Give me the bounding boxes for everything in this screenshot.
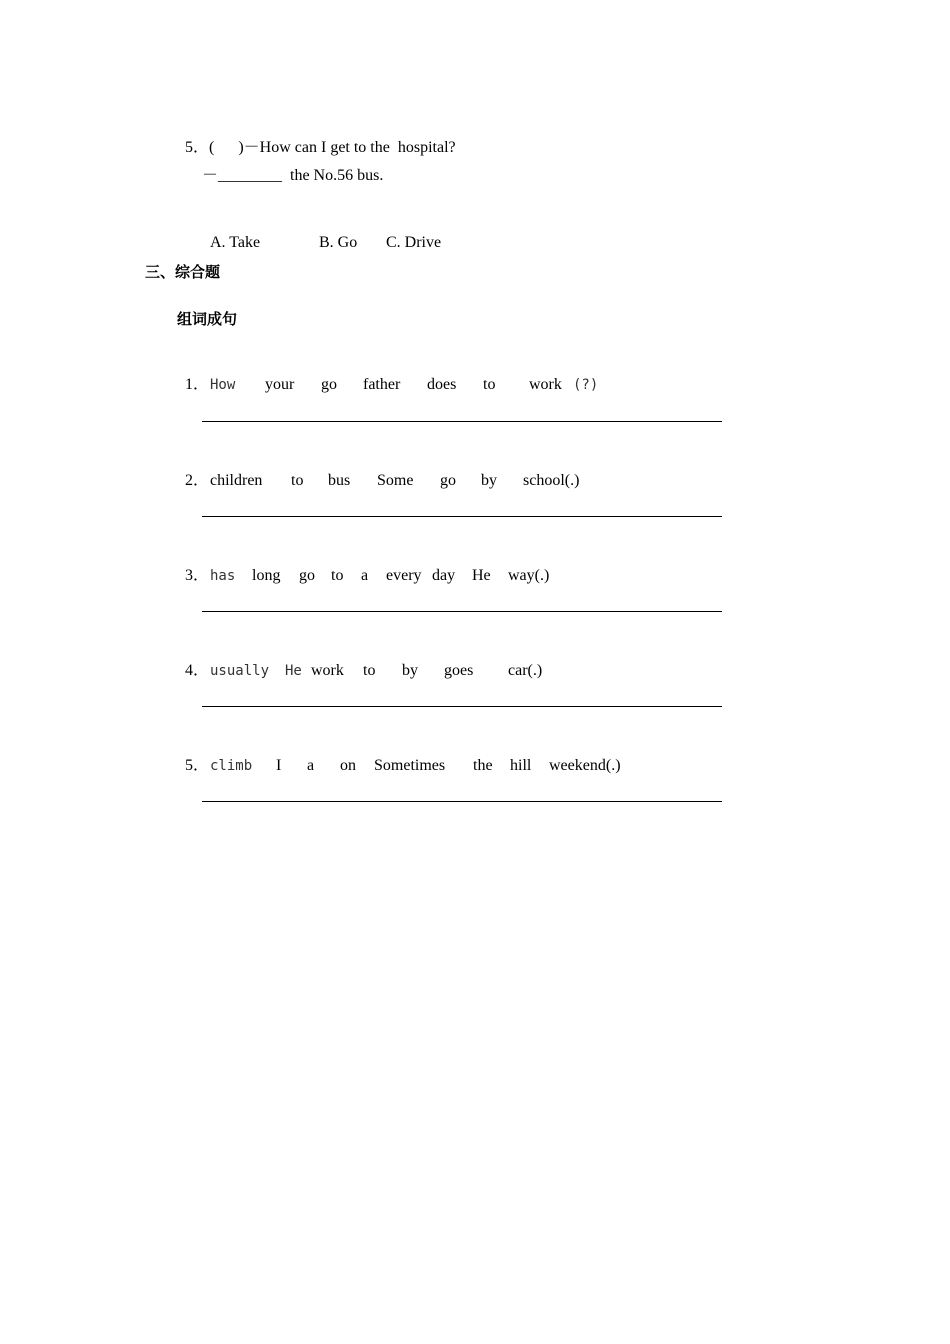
word: usually	[210, 663, 270, 679]
sentence-item-3	[177, 546, 549, 586]
answer-bracket: ( )	[209, 139, 244, 156]
option-c: C. Drive	[386, 234, 442, 251]
option-a: A. Take	[210, 234, 261, 251]
word: the	[473, 757, 493, 774]
question-5-options	[202, 213, 441, 253]
sentence-item-2	[177, 451, 579, 491]
question-5-answer-line: －________ the No.56 bus.	[202, 167, 384, 184]
word: hill	[510, 757, 532, 774]
word: by	[481, 472, 497, 489]
answer-line-1[interactable]	[202, 421, 722, 422]
answer-line-4[interactable]	[202, 706, 722, 707]
question-prompt: －How can I get to the hospital?	[243, 139, 456, 156]
word: go	[440, 472, 456, 489]
answer-line-5[interactable]	[202, 801, 722, 802]
answer-line-2[interactable]	[202, 516, 722, 517]
word: on	[340, 757, 356, 774]
sentence-item-4	[177, 641, 542, 681]
item-number: 1．	[185, 376, 210, 393]
word: to	[483, 376, 496, 393]
option-b: B. Go	[319, 234, 358, 251]
word: to	[331, 567, 344, 584]
question-5	[177, 118, 456, 158]
question-number: 5．	[185, 139, 210, 156]
sentence-item-1	[177, 355, 598, 395]
word: a	[361, 567, 369, 584]
word: school(.)	[523, 472, 580, 489]
word: way(.)	[508, 567, 550, 584]
word: (?)	[573, 377, 599, 393]
word: does	[427, 376, 457, 393]
word: goes	[444, 662, 474, 679]
word: go	[321, 376, 337, 393]
word: work	[311, 662, 344, 679]
word: to	[363, 662, 376, 679]
word: climb	[210, 758, 253, 774]
answer-line-3[interactable]	[202, 611, 722, 612]
word: go	[299, 567, 315, 584]
word: I	[276, 757, 282, 774]
word: a	[307, 757, 315, 774]
word: long	[252, 567, 281, 584]
word: bus	[328, 472, 351, 489]
word: by	[402, 662, 418, 679]
word: He	[285, 663, 302, 679]
item-number: 4．	[185, 662, 210, 679]
item-number: 3．	[185, 567, 210, 584]
sentence-item-5	[177, 736, 621, 776]
word: Some	[377, 472, 414, 489]
word: children	[210, 472, 263, 489]
section-title: 三、综合题	[145, 263, 221, 281]
word: Sometimes	[374, 757, 446, 774]
word: day	[432, 567, 456, 584]
word: every	[386, 567, 422, 584]
item-number: 2．	[185, 472, 210, 489]
word: your	[265, 376, 295, 393]
word: father	[363, 376, 401, 393]
word: has	[210, 568, 236, 584]
word: to	[291, 472, 304, 489]
word: car(.)	[508, 662, 543, 679]
item-number: 5．	[185, 757, 210, 774]
word: work	[529, 376, 562, 393]
word: How	[210, 377, 236, 393]
subsection-title: 组词成句	[177, 310, 238, 328]
word: weekend(.)	[549, 757, 621, 774]
word: He	[472, 567, 491, 584]
